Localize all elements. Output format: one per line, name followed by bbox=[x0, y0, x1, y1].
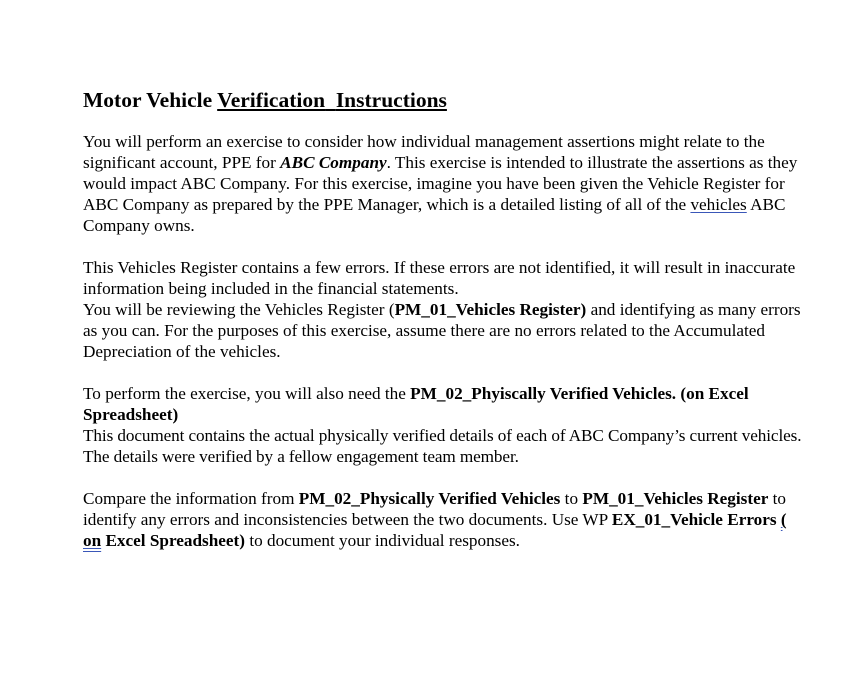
title-spacer bbox=[325, 88, 336, 112]
paragraph-spacer bbox=[83, 362, 803, 383]
paragraph-spacer bbox=[83, 236, 803, 257]
vehicles-word-spellcheck: vehicles bbox=[690, 195, 747, 214]
paragraph-compare bbox=[83, 488, 803, 551]
title-part-instructions: Instructions bbox=[335, 88, 447, 112]
intro-text-a: You will perform an exercise to consider how individual management assertions might relate to the significant account, PPE for bbox=[83, 132, 765, 172]
paragraph-review bbox=[83, 299, 803, 362]
paragraph-intro bbox=[83, 131, 803, 236]
vehicles-register-doc-ref-2: PM_01_Vehicles Register bbox=[582, 489, 769, 508]
paragraph-doc-details bbox=[83, 425, 803, 467]
intro-text-b: . This exercise is intended to illustrate the assertions as they would impact ABC Company. For this exercise, imagine you have been given the Vehicle Register for ABC Company as prepared by the PPE Manager, which is a detailed listing of all of the bbox=[83, 153, 798, 214]
compare-text-c: to identify any errors and inconsistencies between the two documents. Use WP bbox=[83, 489, 787, 529]
vehicle-errors-doc-ref: EX_01_Vehicle Errors bbox=[611, 510, 781, 529]
document-page bbox=[83, 86, 803, 551]
company-name-emphasis: ABC Company bbox=[280, 153, 387, 172]
review-text-b: and identifying as many errors as you can. For the purposes of this exercise, assume there are no errors related to the Accumulated Depreciation of the vehicles. bbox=[83, 300, 801, 361]
doc-details-text: This document contains the actual physically verified details of each of ABC Company’s current vehicles. The details were verified by a fellow engagement team member. bbox=[83, 426, 802, 466]
errors-note-text: This Vehicles Register contains a few errors. If these errors are not identified, it will result in inaccurate information being included in the financial statements. bbox=[83, 258, 796, 298]
vehicles-register-doc-ref: PM_01_Vehicles Register) bbox=[394, 300, 587, 319]
compare-text-d: to document your individual responses. bbox=[245, 531, 520, 550]
perform-text-a: To perform the exercise, you will also need the bbox=[83, 384, 411, 403]
paragraph-errors-note bbox=[83, 257, 803, 299]
review-text-a: You will be reviewing the Vehicles Register ( bbox=[83, 300, 395, 319]
excel-spreadsheet-ref: Excel Spreadsheet) bbox=[101, 531, 246, 550]
title-part-verification: Verification bbox=[217, 88, 326, 112]
intro-text-c: ABC Company owns. bbox=[83, 195, 786, 235]
physically-verified-doc-ref: PM_02_Physically Verified Vehicles bbox=[298, 489, 561, 508]
on-word-spellcheck: ( on bbox=[83, 510, 787, 550]
title-part-motor-vehicle: Motor Vehicle bbox=[83, 88, 218, 112]
compare-text-b: to bbox=[560, 489, 583, 508]
page-title bbox=[83, 86, 803, 114]
paragraph-perform bbox=[83, 383, 803, 425]
compare-text-a: Compare the information from bbox=[83, 489, 299, 508]
paragraph-spacer bbox=[83, 467, 803, 488]
verified-vehicles-doc-ref: PM_02_Phyiscally Verified Vehicles. (on Excel Spreadsheet) bbox=[83, 384, 749, 424]
